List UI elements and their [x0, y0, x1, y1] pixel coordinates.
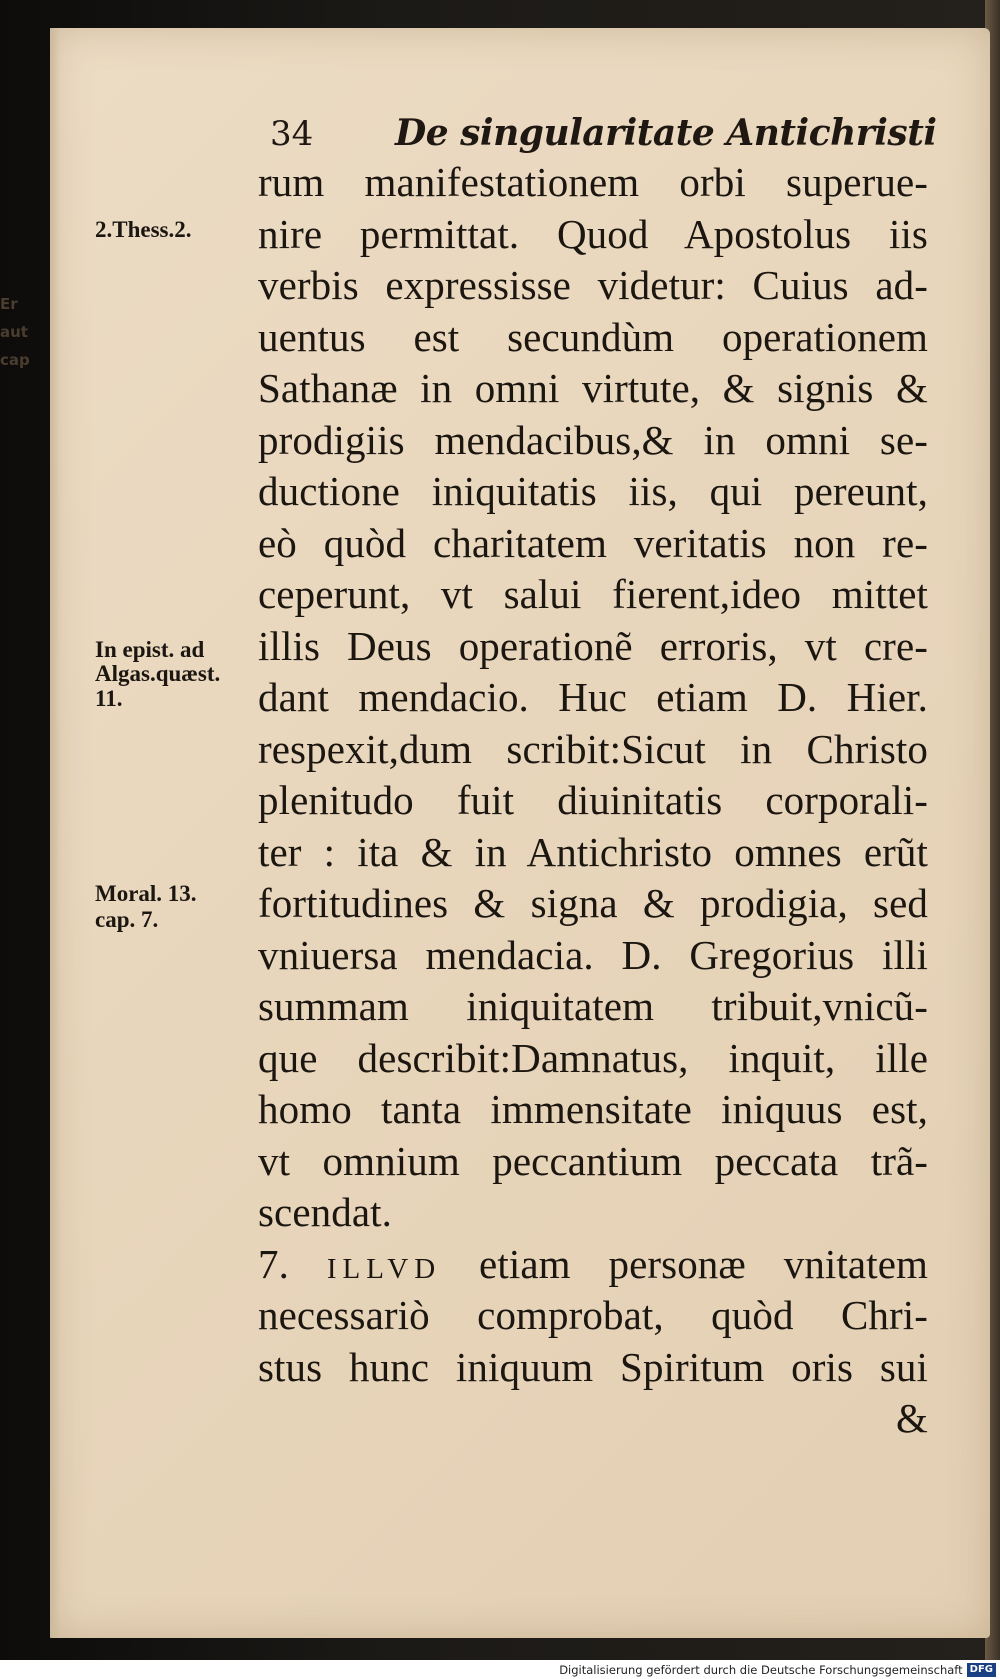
margin-note-hieronymus-3: 11. [95, 686, 123, 711]
paragraph-number: 7. [258, 1240, 289, 1287]
text-line: scendat. [258, 1189, 392, 1235]
text-line: plenitudo fuit diuinitatis corporali- [258, 777, 928, 823]
text-line: necessariò comprobat, quòd Chri- [258, 1292, 928, 1338]
margin-note-hieronymus-1: In epist. ad [95, 637, 205, 662]
dfg-logo: DFG [967, 1663, 996, 1677]
text-line: rum manifestationem orbi superue- [258, 159, 928, 205]
paragraph-7-first-line [258, 1239, 928, 1291]
margin-note-moralia-2: cap. 7. [95, 907, 159, 932]
text-line: dant mendacio. Huc etiam D. Hier. [258, 674, 928, 720]
text-line: stus hunc iniquum Spiritum oris sui [258, 1343, 928, 1390]
text-line: illis Deus operationẽ erroris, vt cre- [258, 622, 928, 669]
text-line: fortitudines & signa & prodigia, sed [258, 880, 928, 926]
text-line: prodigiis mendacibus,& in omni se- [258, 416, 928, 463]
text-line: ductione iniquitatis iis, qui pereunt, [258, 468, 928, 514]
page-gutter-shadow [50, 28, 60, 1638]
text-line: uentus est secundùm operationem [258, 313, 928, 360]
fragment-line: cap [0, 351, 30, 369]
text-line: respexit,dum scribit:Sicut in Christo [258, 725, 928, 772]
text-line: que describit:Damnatus, inquit, ille [258, 1034, 928, 1081]
page-header [270, 108, 937, 158]
fragment-line: aut [0, 323, 28, 341]
body-text [258, 157, 938, 1445]
text-line-fragment: etiam personæ vnitatem [479, 1240, 928, 1287]
page-number: 34 [270, 114, 314, 154]
paragraph-initial-word: illvd [326, 1240, 442, 1287]
margin-note-thessalonians: 2.Thess.2. [95, 217, 192, 242]
credit-text: Digitalisierung gefördert durch die Deutsche Forschungsgemeinschaft [559, 1663, 963, 1677]
text-line: Sathanæ in omni virtute, & signis & [258, 365, 928, 411]
fragment-line: Er [0, 295, 18, 313]
margin-note-hieronymus-2: Algas.quæst. [95, 661, 221, 686]
digitization-credit [559, 1662, 996, 1678]
catchword: & [896, 1395, 928, 1441]
text-line: ter : ita & in Antichristo omnes erũt [258, 828, 928, 875]
text-line: eò quòd charitatem veritatis non re- [258, 519, 928, 566]
text-line: verbis expressisse videtur: Cuius ad- [258, 262, 928, 308]
text-line: homo tanta immensitate iniquus est, [258, 1086, 928, 1132]
text-line: vt omnium peccantium peccata trã- [258, 1137, 928, 1184]
margin-note-moralia-1: Moral. 13. [95, 881, 197, 906]
text-line: nire permittat. Quod Apostolus iis [258, 210, 928, 257]
text-line: vniuersa mendacia. D. Gregorius illi [258, 931, 928, 978]
running-head: De singularitate Antichristi [395, 112, 937, 154]
text-line: summam iniquitatem tribuit,vnicũ- [258, 983, 928, 1029]
previous-page-fragment [0, 290, 48, 380]
text-line: ceperunt, vt salui fierent,ideo mittet [258, 571, 928, 617]
